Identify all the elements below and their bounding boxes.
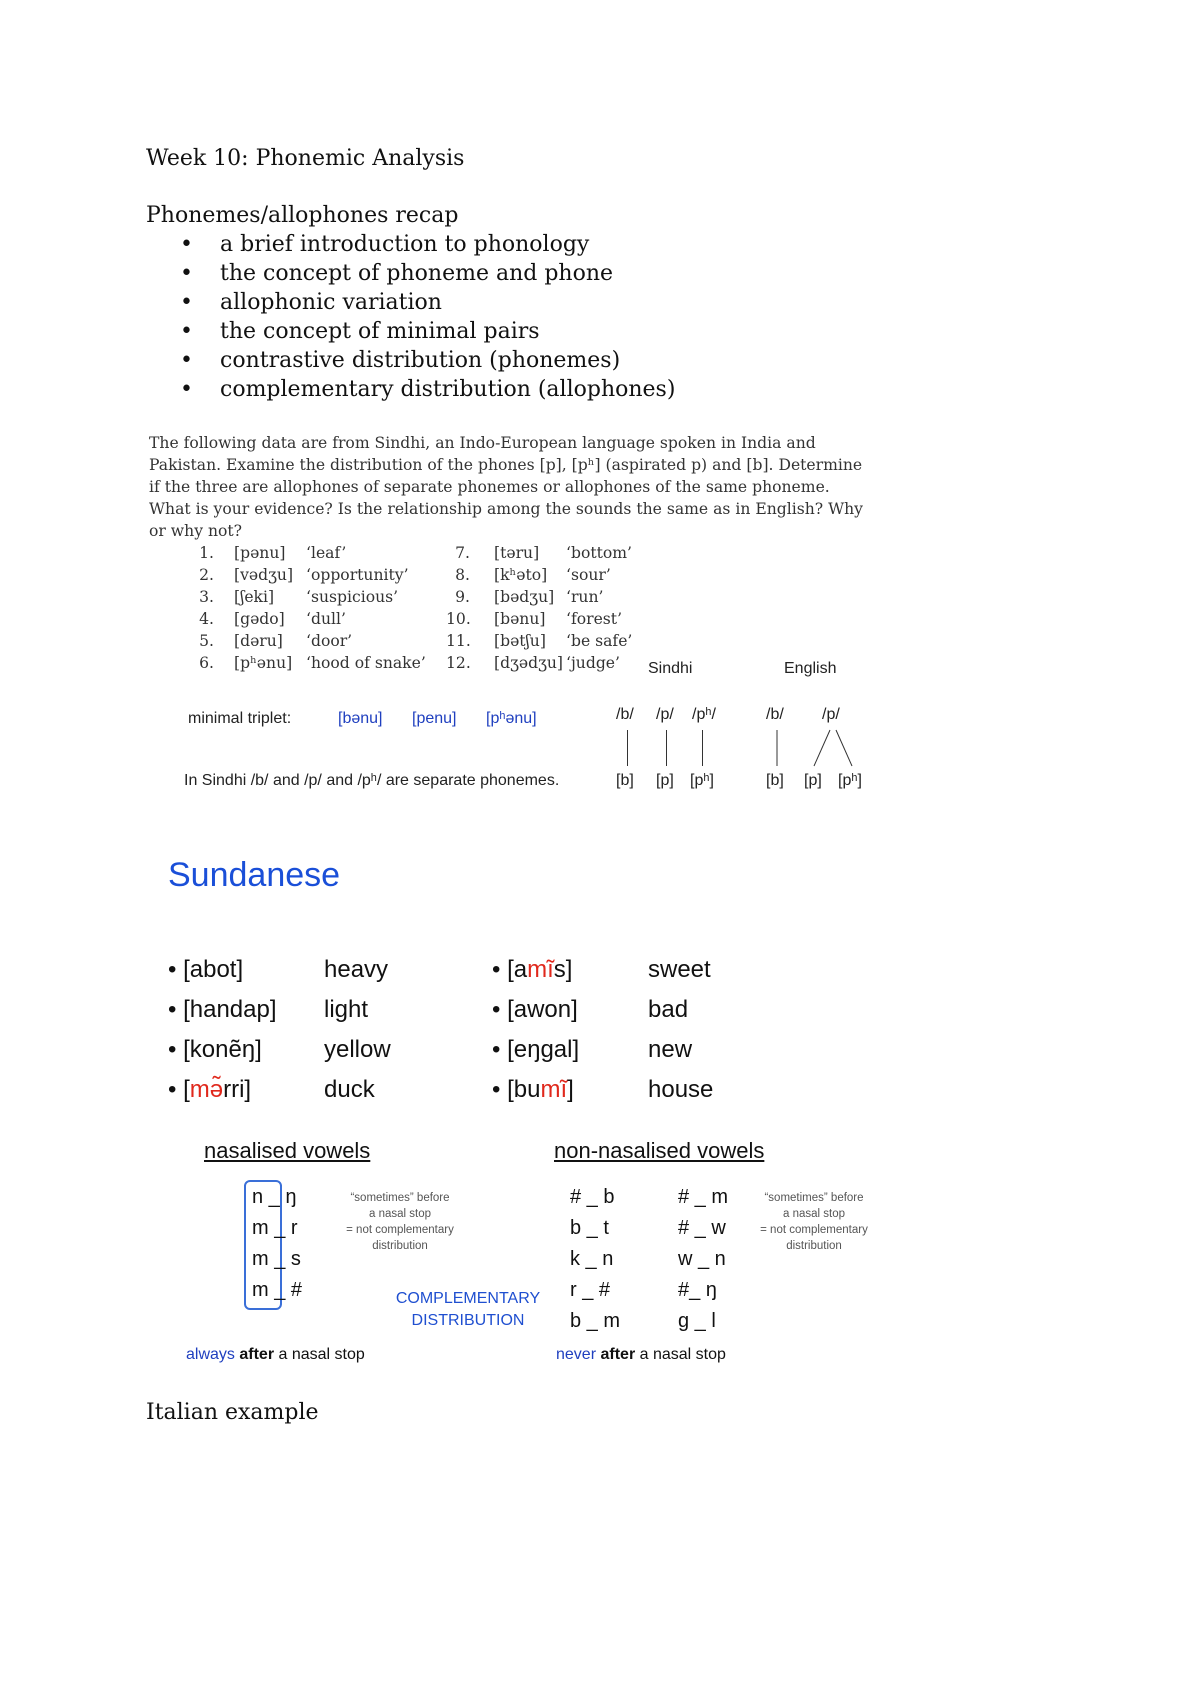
list-item: • contrastive distribution (phonemes)	[180, 346, 675, 375]
minimal-triplet-label: minimal triplet:	[188, 710, 292, 727]
phoneme-label: /p/	[656, 706, 674, 723]
italian-heading: Italian example	[146, 1400, 319, 1425]
env-item: #_ ŋ	[678, 1279, 717, 1301]
list-item: • [konẽŋ]	[168, 1036, 262, 1063]
phoneme-label: /p/	[822, 706, 840, 723]
sindhi-problem-text: The following data are from Sindhi, an Indo-European language spoken in India and Pakistan. Examine the distribution of the phones [p], [pʰ] (aspirated p) and [b]. Determine if the three are allophones of separate phonemes or allophones of the same phoneme. What is your evidence? Is the relationship among the sounds the same as in English? Why or why not?	[149, 434, 863, 540]
nasal-heading: nasalised vowels	[204, 1138, 371, 1163]
triplet-word: [pʰənu]	[486, 710, 537, 727]
phone-label: [b]	[616, 772, 634, 789]
connector-line	[702, 730, 703, 766]
phoneme-label: /b/	[616, 706, 634, 723]
list-item: • allophonic variation	[180, 288, 675, 317]
list-item: • [awon]	[492, 996, 578, 1023]
gloss: light	[324, 996, 369, 1023]
phone-label: [p]	[804, 772, 822, 789]
env-item: # _ b	[570, 1186, 615, 1208]
nasal-note: “sometimes” before a nasal stop = not complementary distribution	[346, 1192, 454, 1252]
sundanese-title: Sundanese	[168, 856, 341, 894]
list-item: • the concept of phoneme and phone	[180, 259, 675, 288]
caption-right: never after a nasal stop	[556, 1346, 726, 1363]
list-item: • [mə̃rri]	[168, 1076, 252, 1103]
recap-list	[180, 230, 675, 404]
phone-label: [p]	[656, 772, 674, 789]
env-item: m _ r	[252, 1217, 298, 1239]
list-item: • a brief introduction to phonology	[180, 230, 675, 259]
gloss: house	[648, 1076, 714, 1103]
complementary-distribution-label: COMPLEMENTARY DISTRIBUTION	[395, 1290, 541, 1329]
non-nasal-note: “sometimes” before a nasal stop = not complementary distribution	[760, 1192, 868, 1252]
triplet-word: [bənu]	[338, 710, 383, 727]
list-item: • [amĩs]	[492, 956, 573, 983]
triplet-word: [penu]	[412, 710, 457, 727]
env-item: w _ n	[678, 1248, 726, 1270]
list-item: • the concept of minimal pairs	[180, 317, 675, 346]
recap-heading: Phonemes/allophones recap	[146, 203, 459, 228]
list-item: • complementary distribution (allophones)	[180, 375, 675, 404]
gloss: duck	[324, 1076, 375, 1103]
phoneme-label: /b/	[766, 706, 784, 723]
env-item: m _ s	[252, 1248, 301, 1270]
page-title: Week 10: Phonemic Analysis	[146, 146, 465, 171]
list-item: • [handap]	[168, 996, 277, 1023]
env-item: n _ ŋ	[252, 1186, 297, 1208]
english-label: English	[784, 660, 837, 677]
env-item: # _ w	[678, 1217, 726, 1239]
env-item: k _ n	[570, 1248, 614, 1270]
env-item: b _ t	[570, 1217, 609, 1239]
phoneme-label: /pʰ/	[692, 706, 716, 723]
gloss: new	[648, 1036, 693, 1063]
list-item: • [bumĩ]	[492, 1076, 574, 1103]
phone-label: [pʰ]	[690, 772, 714, 789]
non-nasal-heading: non-nasalised vowels	[554, 1138, 765, 1163]
sindhi-conclusion: In Sindhi /b/ and /p/ and /pʰ/ are separate phonemes.	[184, 772, 560, 789]
gloss: heavy	[324, 956, 389, 983]
gloss: bad	[648, 996, 689, 1023]
connector-line	[666, 730, 667, 766]
sindhi-label: Sindhi	[648, 660, 693, 677]
connector-line	[627, 730, 628, 766]
env-item: g _ l	[678, 1310, 716, 1332]
list-item: • [abot]	[168, 956, 244, 983]
env-item: # _ m	[678, 1186, 729, 1208]
phone-label: [b]	[766, 772, 784, 789]
env-item: r _ #	[570, 1279, 611, 1301]
phone-label: [pʰ]	[838, 772, 862, 789]
list-item: • [eŋgal]	[492, 1036, 580, 1063]
env-item: m _ #	[252, 1279, 303, 1301]
env-item: b _ m	[570, 1310, 621, 1332]
caption-left: always after a nasal stop	[186, 1346, 365, 1363]
english-connector-lines	[760, 728, 880, 770]
gloss: yellow	[324, 1036, 391, 1063]
gloss: sweet	[648, 956, 711, 983]
